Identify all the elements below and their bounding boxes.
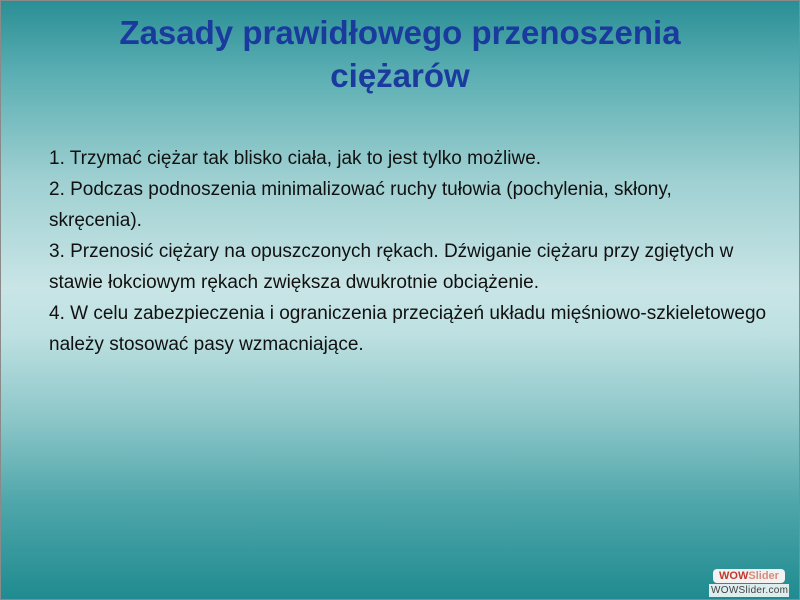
wowslider-logo-part-2: Slider bbox=[748, 570, 779, 582]
slide-title bbox=[1, 11, 799, 97]
rule-item-2: 2. Podczas podnoszenia minimalizować ruchy tułowia (pochylenia, skłony, skręcenia). bbox=[49, 179, 672, 231]
wowslider-logo-part-1: WOW bbox=[719, 570, 749, 582]
rule-item-3: 3. Przenosić ciężary na opuszczonych rękach. Dźwiganie ciężaru przy zgiętych w stawie łokciowym rękach zwiększa dwukrotnie obciążenie. bbox=[49, 241, 734, 293]
slide-title-line-1: Zasady prawidłowego przenoszenia bbox=[119, 14, 681, 51]
wowslider-logo bbox=[713, 569, 785, 583]
slide-title-line-2: ciężarów bbox=[330, 57, 470, 94]
wowslider-link[interactable]: WOWSlider.com bbox=[711, 585, 789, 596]
slide-body bbox=[49, 143, 769, 360]
rule-item-4: 4. W celu zabezpieczenia i ograniczenia przeciążeń układu mięśniowo-szkieletowego należy stosować pasy wzmacniające. bbox=[49, 303, 767, 355]
rule-item-1: 1. Trzymać ciężar tak blisko ciała, jak to jest tylko możliwe. bbox=[49, 148, 542, 169]
wowslider-watermark[interactable] bbox=[709, 566, 789, 597]
